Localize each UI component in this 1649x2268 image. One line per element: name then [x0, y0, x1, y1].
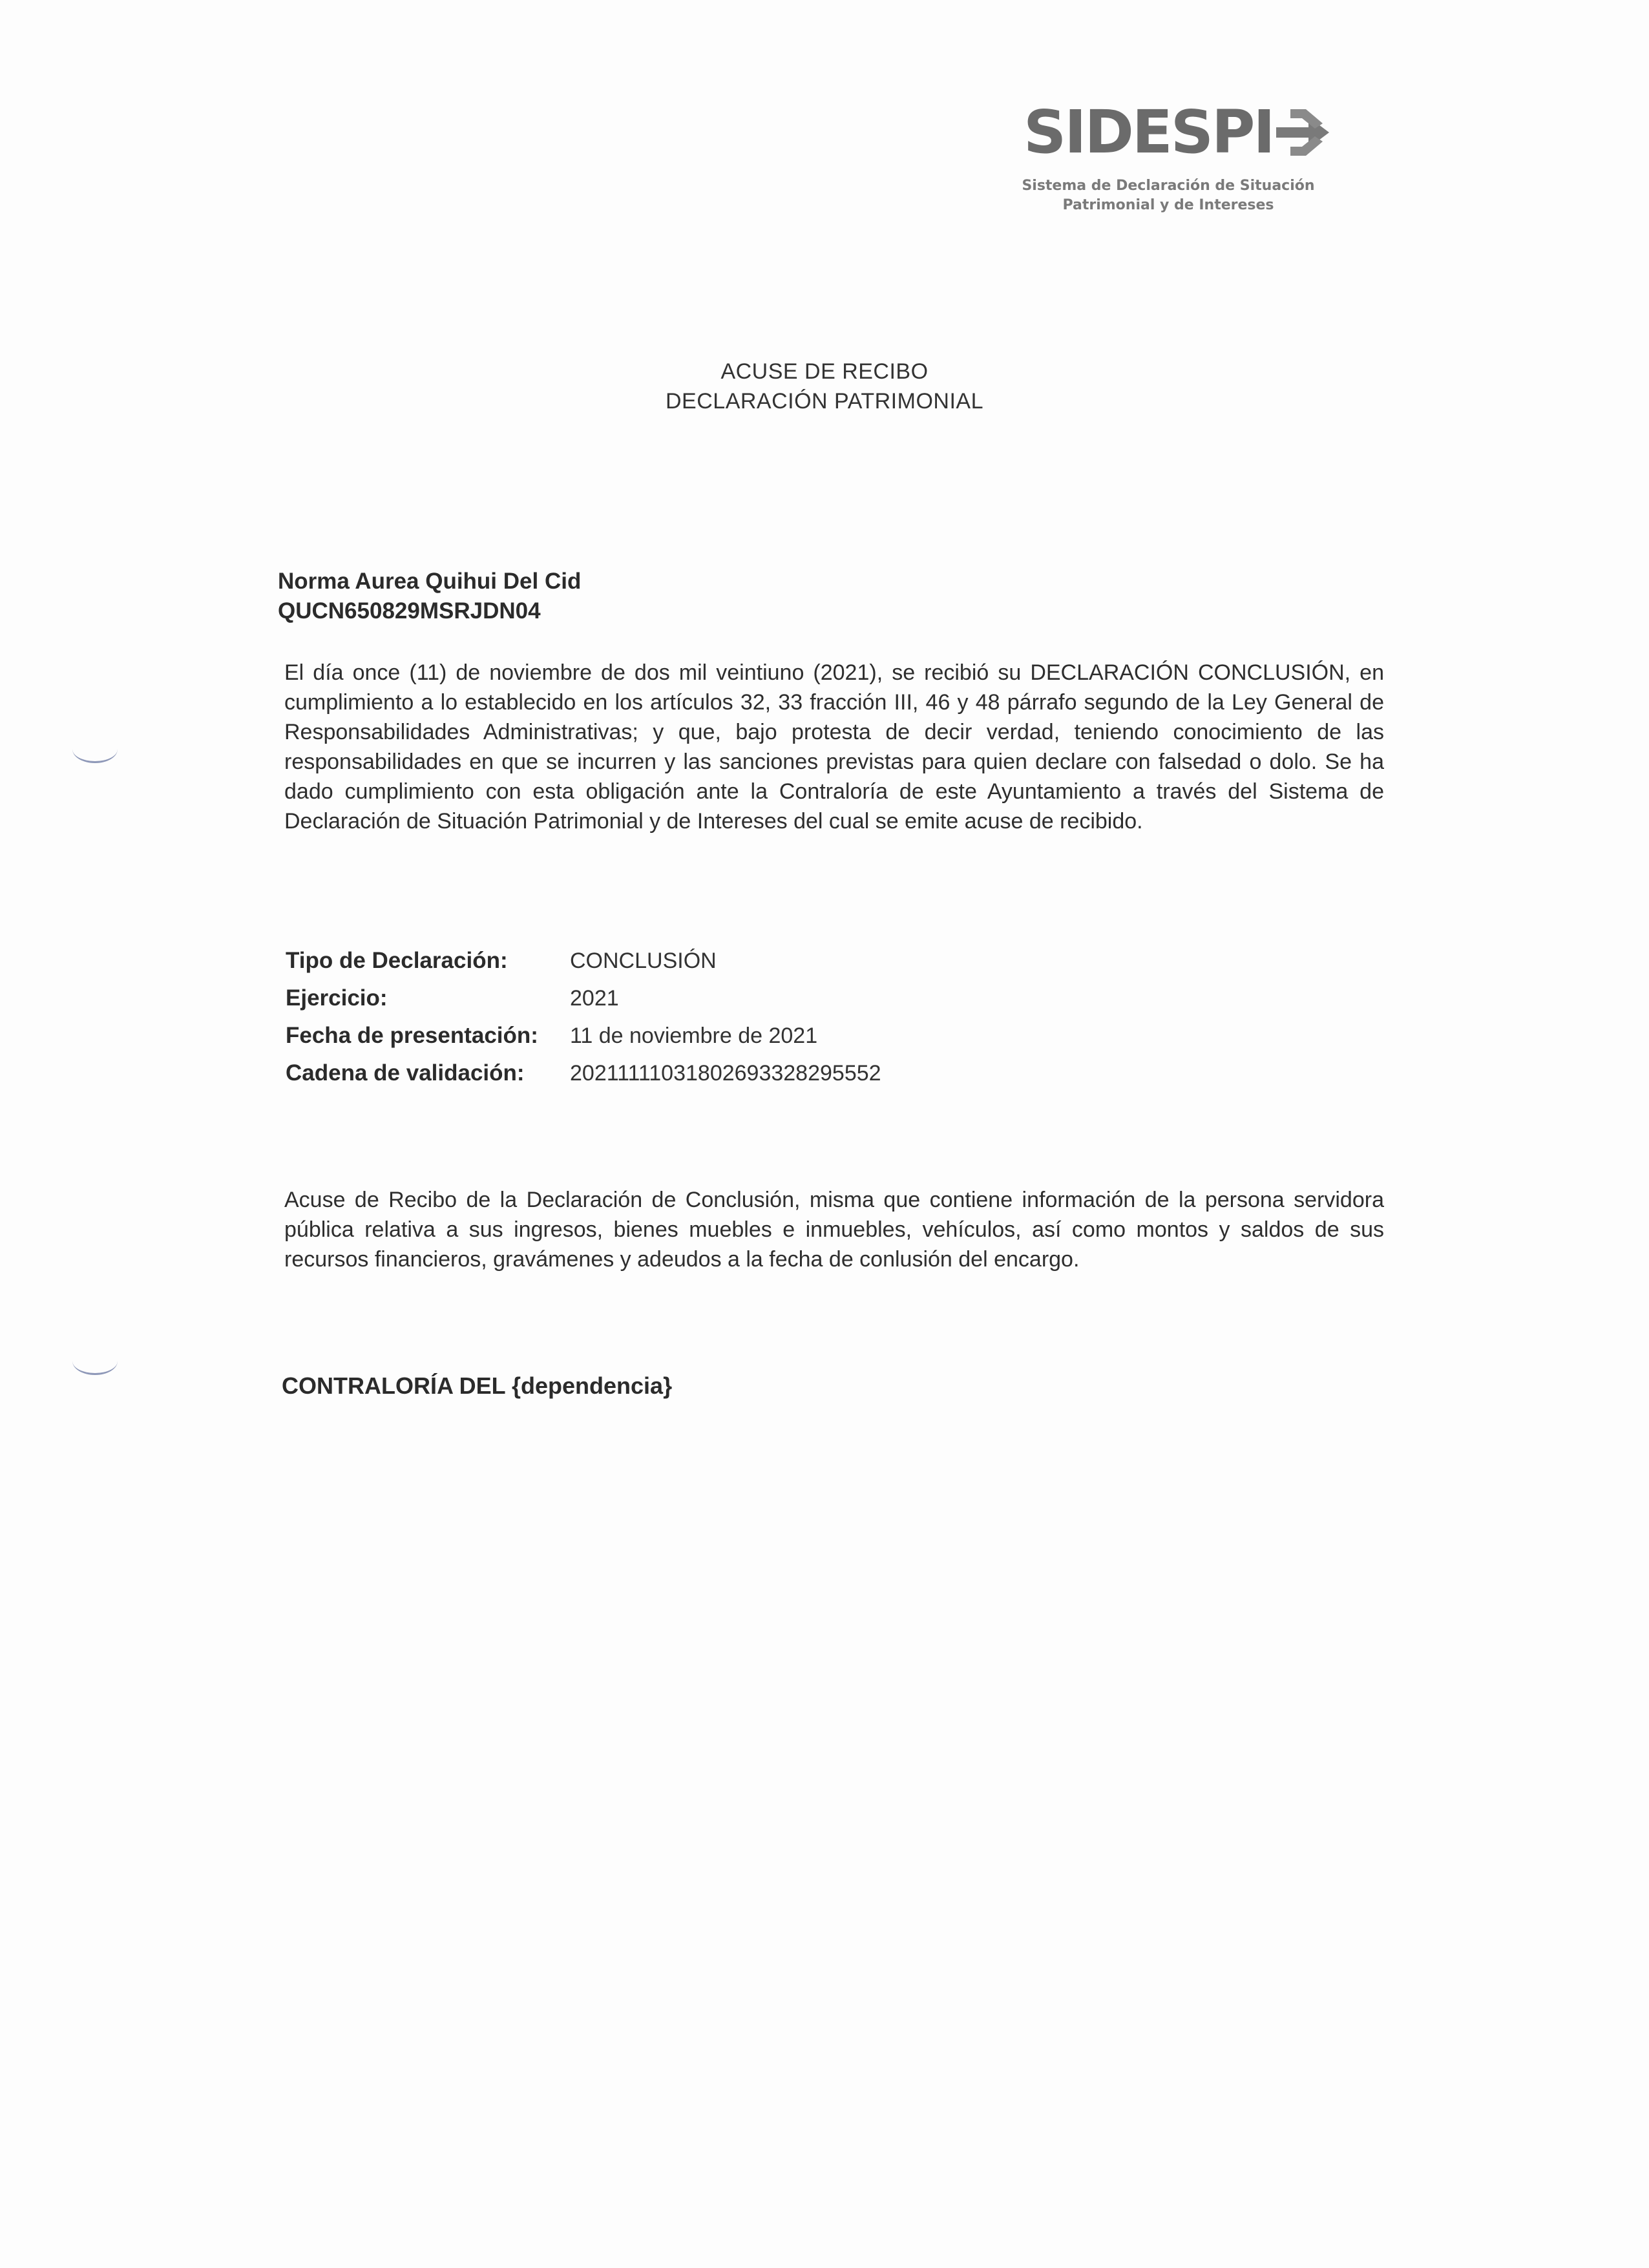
binder-hole-mark: [72, 1347, 118, 1375]
document-subtitle: DECLARACIÓN PATRIMONIAL: [666, 389, 983, 414]
document-title: ACUSE DE RECIBO: [720, 359, 929, 384]
logo-subtitle-line2: Patrimonial y de Intereses: [1062, 197, 1274, 213]
recipient-name: Norma Aurea Quihui Del Cid: [278, 569, 582, 594]
detail-row-ejercicio: [286, 980, 881, 1017]
declaration-details: [286, 942, 881, 1092]
detail-row-fecha: [286, 1017, 881, 1055]
summary-paragraph: Acuse de Recibo de la Declaración de Conclusión, misma que contiene información de la persona servidora pública relativa a sus ingresos, bienes muebles e inmuebles, vehículos, así como montos y saldos de sus recursos financieros, gravámenes y adeudos a la fecha de conlusión del encargo.: [284, 1188, 1384, 1272]
double-arrow-icon: [1271, 100, 1336, 165]
main-paragraph: El día once (11) de noviembre de dos mil veintiuno (2021), se recibió su DECLARACIÓN CONCLUSIÓN, en cumplimiento a lo establecido en los artículos 32, 33 fracción III, 46 y 48 párrafo segundo de la Ley General de Responsabilidades Administrativas; y que, bajo protesta de decir verdad, teniendo conocimiento de las responsabilidades en que se incurren y las sanciones previstas para quien declare con falsedad o dolo. Se ha dado cumplimiento con esta obligación ante la Contraloría de este Ayuntamiento a través del Sistema de Declaración de Situación Patrimonial y de Intereses del cual se emite acuse de recibido.: [284, 660, 1384, 834]
recipient-curp: QUCN650829MSRJDN04: [278, 598, 541, 624]
logo-wordmark-row: [1024, 100, 1336, 165]
detail-label: Cadena de validación:: [286, 1060, 525, 1086]
detail-value: 11 de noviembre de 2021: [570, 1023, 818, 1048]
logo-subtitle-line1: Sistema de Declaración de Situación: [1022, 178, 1315, 194]
detail-value: 20211111031802693328295552: [570, 1060, 881, 1086]
detail-label: Ejercicio:: [286, 985, 388, 1011]
detail-row-cadena: [286, 1055, 881, 1092]
detail-value: CONCLUSIÓN: [570, 948, 717, 973]
detail-label: Tipo de Declaración:: [286, 948, 508, 973]
contraloria-signature: CONTRALORÍA DEL {dependencia}: [282, 1372, 673, 1399]
sidespi-logo: [1020, 100, 1317, 223]
detail-row-tipo: [286, 942, 881, 980]
detail-label: Fecha de presentación:: [286, 1023, 538, 1048]
detail-value: 2021: [570, 985, 619, 1011]
binder-hole-mark: [72, 735, 118, 763]
logo-wordmark: SIDESPI: [1024, 98, 1274, 167]
